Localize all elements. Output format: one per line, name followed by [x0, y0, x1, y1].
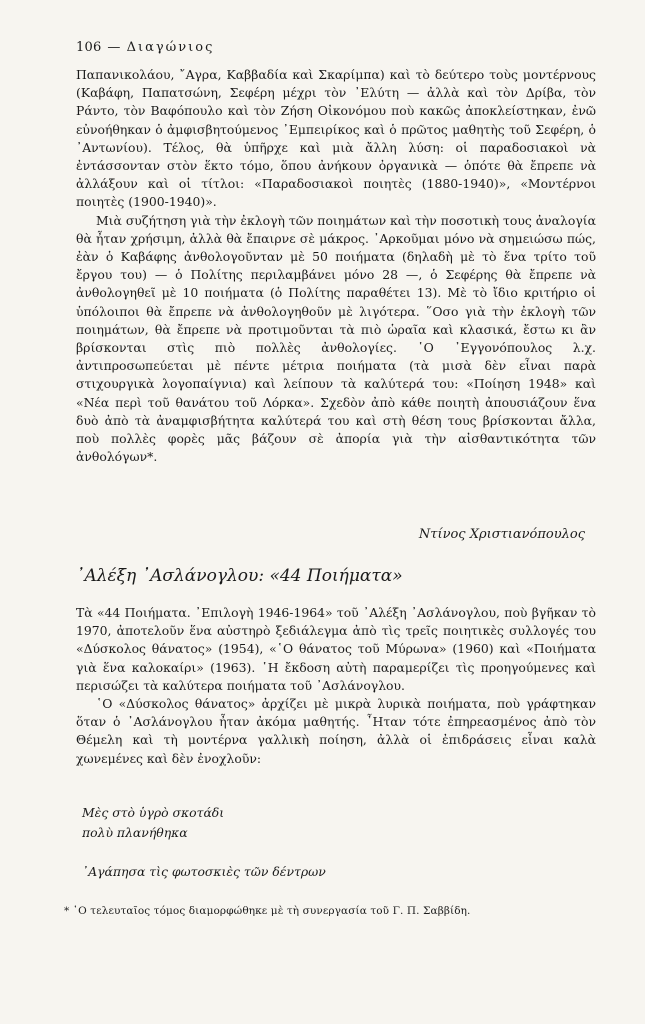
page-number: 106	[76, 40, 102, 55]
header-separator: —	[107, 40, 121, 55]
poem-line: Μὲς στὸ ὑγρὸ σκοτάδι	[82, 805, 225, 820]
poem-line: πολὺ πλανήθηκα	[82, 825, 188, 840]
article-heading: ᾿Αλέξη ᾿Ασλάνογλου: «44 Ποιήματα»	[76, 566, 403, 586]
paragraph: Παπανικολάου, ῎Αγρα, Καββαδία καὶ Σκαρίμπα) καὶ τὸ δεύτερο τοὺς μοντέρνους (Καβάφη, Παπατσώνη, Σεφέρη μέχρι τὸν ᾿Ελύτη — ἀλλὰ καὶ τὸν Δρίβα, τὸν Ράντο, τὸν Βαφόπουλο καὶ τὸν Ζήση Οἰκονόμου ποὺ κακῶς ἀποκλείστηκαν, ἐνῶ εὐνοήθηκαν ὁ ἀμφισβητούμενος ᾿Εμπειρίκος καὶ ὁ πρῶτος μαθητὴς τοῦ Σεφέρη, ὁ ᾿Αντωνίου). Τέλος, θὰ ὑπῆρχε καὶ μιὰ ἄλλη λύση: οἱ παραδοσιακοὶ νὰ ἐντάσσονταν στὸν ἕκτο τόμο, ὅπου ἀνήκουν ὀργανικὰ — ὁπότε θὰ ἔπρεπε νὰ ἀλλάξουν καὶ οἱ τίτλοι: «Παραδοσιακοὶ ποιητὲς (1880-1940)», «Μοντέρνοι ποιητὲς (1900-1940)».	[76, 67, 596, 210]
review-continuation-text	[76, 66, 596, 466]
footnote: * ῾Ο τελευταῖος τόμος διαμορφώθηκε μὲ τὴ συνεργασία τοῦ Γ. Π. Σαββίδη.	[64, 905, 471, 917]
paragraph: ῾Ο «Δύσκολος θάνατος» ἀρχίζει μὲ μικρὰ λυρικὰ ποιήματα, ποὺ γράφτηκαν ὅταν ὁ ᾿Ασλάνογλου ἦταν ἀκόμα μαθητής. ῏Ηταν τότε ἐπηρεασμένος ἀπὸ τὸν Θέμελη καὶ τὴ μοντέρνα γαλλικὴ ποίηση, ἀλλὰ οἱ ἐπιδράσεις εἶναι καλὰ χωνεμένες καὶ δὲν ἐνοχλοῦν:	[76, 696, 596, 766]
poem-quote	[82, 803, 224, 843]
poem-line: ᾿Αγάπησα τὶς φωτοσκιὲς τῶν δέντρων	[82, 864, 326, 879]
paragraph: Τὰ «44 Ποιήματα. ᾿Επιλογὴ 1946-1964» τοῦ ᾿Αλέξη ᾿Ασλάνογλου, ποὺ βγῆκαν τὸ 1970, ἀποτελοῦν ἕνα αὐστηρὸ ξεδιάλεγμα ἀπὸ τὶς τρεῖς ποιητικὲς συλλογές του «Δύσκολος θάνατος» (1954), «῾Ο θάνατος τοῦ Μύρωνα» (1960) καὶ «Ποιήματα γιὰ ἕνα καλοκαίρι» (1963). ῾Η ἔκδοση αὐτὴ παραμερίζει τὶς προηγούμενες καὶ περισώζει τὰ καλύτερα ποιήματα τοῦ ᾿Ασλάνογλου.	[76, 605, 596, 693]
running-header	[76, 40, 214, 55]
author-signature: Ντίνος Χριστιανόπουλος	[418, 527, 585, 542]
paragraph: Μιὰ συζήτηση γιὰ τὴν ἐκλογὴ τῶν ποιημάτων καὶ τὴν ποσοτικὴ τους ἀναλογία θὰ ἦταν χρήσιμη, ἀλλὰ θὰ ἔπαιρνε σὲ μάκρος. ᾿Αρκοῦμαι μόνο νὰ σημειώσω πώς, ἐὰν ὁ Καβάφης ἀνθολογοῦνταν μὲ 50 ποιήματα (δηλαδὴ μὲ τὸ ἕνα τρίτο τοῦ ἔργου του) — ὁ Πολίτης περιλαμβάνει μόνο 28 —, ὁ Σεφέρης θὰ ἔπρεπε νὰ ἀνθολογηθεῖ μὲ 10 ποιήματα (ὁ Πολίτης παραθέτει 13). Μὲ τὸ ἴδιο κριτήριο οἱ ὑπόλοιποι θὰ ἔπρεπε νὰ ἀνθολογηθοῦν μὲ λιγότερα. ῞Οσο γιὰ τὴν ἐκλογὴ τῶν ποιημάτων, θὰ ἔπρεπε νὰ προτιμοῦνται τὰ πιὸ ὡραῖα καὶ κλασικά, ἔστω κι ἂν βρίσκονται στὶς πιὸ πολλὲς ἀνθολογίες. ῾Ο ᾿Εγγονόπουλος λ.χ. ἀντιπροσωπεύεται μὲ πέντε μέτρια ποιήματα (τὰ μισὰ δὲν εἶναι παρὰ στιχουργικὰ λογοπαίγνια) καὶ λείπουν τὰ καλύτερά του: «Ποίηση 1948» καὶ «Νέα περὶ τοῦ θανάτου τοῦ Λόρκα». Σχεδὸν ἀπὸ κάθε ποιητὴ ἀπουσιάζουν ἕνα δυὸ ἀπὸ τὰ ἀναμφισβήτητα καλύτερά του καὶ στὴ θέση τους βρίσκονται ἄλλα, ποὺ πολλὲς φορὲς μᾶς βάζουν σὲ ἀπορία γιὰ τὴν αἰσθαντικότητα τῶν ἀνθολόγων*.	[76, 212, 596, 465]
journal-title: Διαγώνιος	[126, 40, 215, 55]
review-text	[76, 604, 596, 768]
poem-quote	[82, 862, 326, 882]
